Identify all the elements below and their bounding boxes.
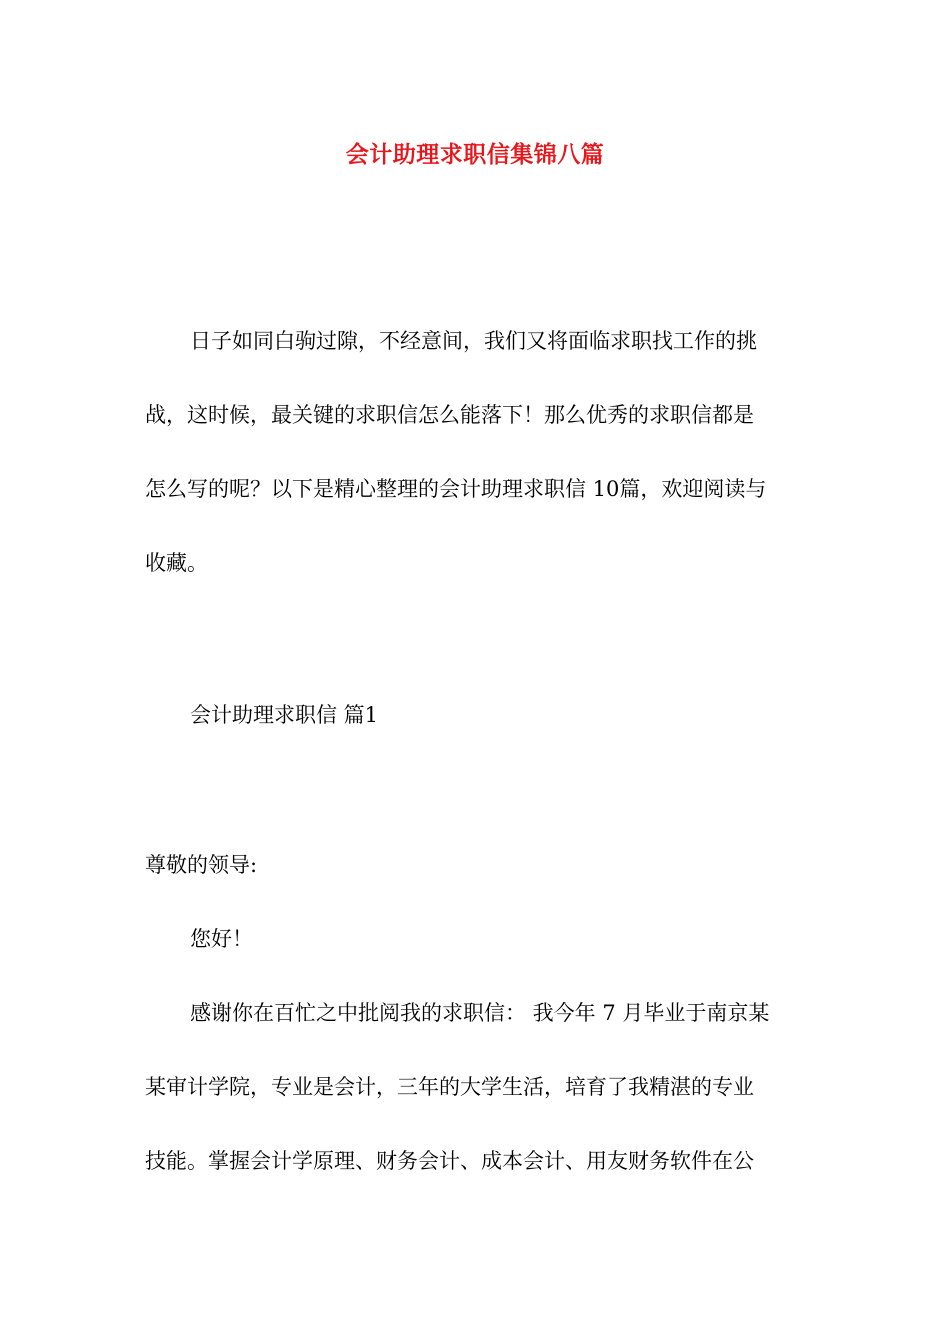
document-title: 会计助理求职信集锦八篇: [345, 141, 605, 168]
body-line-3: 技能。掌握会计学原理、财务会计、成本会计、用友财务软件在公: [145, 1149, 754, 1173]
intro-line-3: 怎么写的呢？以下是精心整理的会计助理求职信 10篇，欢迎阅读与: [145, 477, 767, 501]
intro-line-4: 收藏。: [145, 551, 208, 575]
salutation: 尊敬的领导:: [145, 853, 258, 877]
body-line-2: 某审计学院，专业是会计，三年的大学生活，培育了我精湛的专业: [145, 1075, 754, 1099]
greeting: 您好！: [190, 927, 253, 951]
intro-line-1: 日子如同白驹过隙，不经意间，我们又将面临求职找工作的挑: [190, 329, 757, 353]
section-heading: 会计助理求职信 篇1: [190, 703, 379, 727]
intro-line-2: 战，这时候，最关键的求职信怎么能落下！那么优秀的求职信都是: [145, 403, 754, 427]
body-line-1: 感谢你在百忙之中批阅我的求职信： 我今年 7 月毕业于南京某: [190, 1001, 770, 1025]
